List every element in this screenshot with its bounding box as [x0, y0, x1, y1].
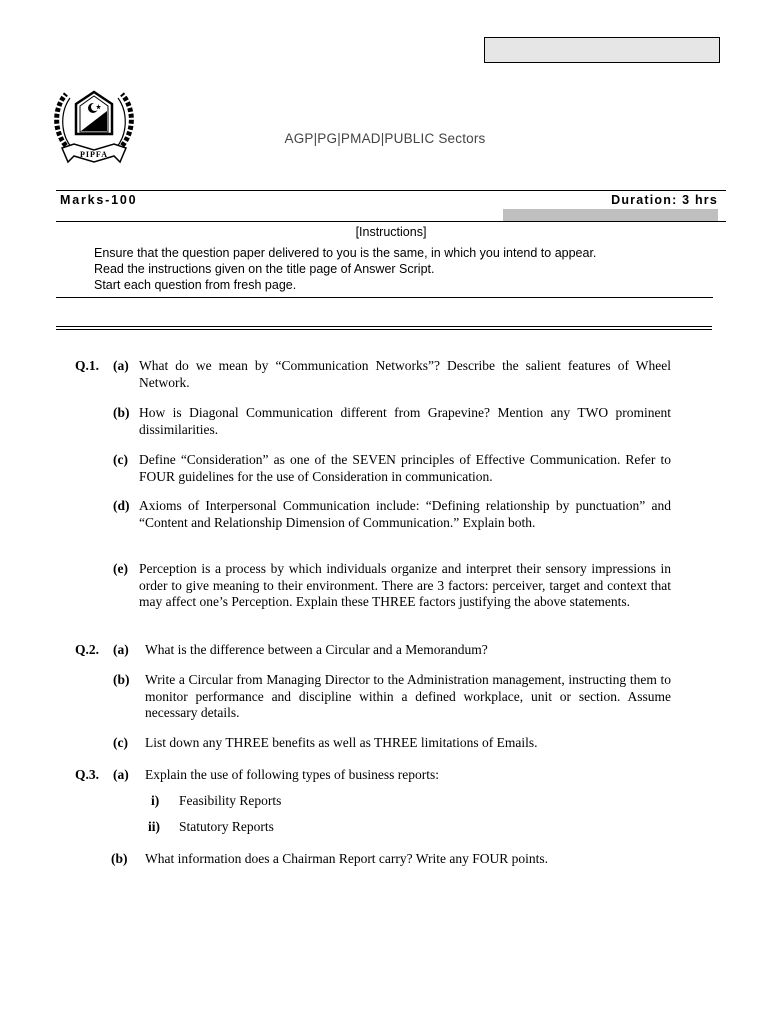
divider-instructions [56, 297, 713, 298]
question-text: How is Diagonal Communication different from Grapevine? Mention any TWO prominent dissimilarities. [139, 405, 671, 437]
question-text: What information does a Chairman Report carry? Write any FOUR points. [145, 851, 548, 866]
subitem-label: ii) [148, 819, 160, 834]
part-label: (a) [113, 642, 129, 657]
part-label: (b) [113, 405, 130, 420]
part-label: (b) [111, 851, 128, 866]
divider-info [56, 221, 726, 222]
part-label: (c) [113, 735, 128, 750]
part-label: (a) [113, 358, 129, 373]
logo-ribbon-text: PIPFA [80, 150, 108, 159]
instructions-title: [Instructions] [355, 225, 427, 239]
question-text: Perception is a process by which individuals organize and interpret their sensory impressions in order to give meaning to their environment. There are 3 factors: perceiver, target and context that may affect one’s Perception. Explain these THREE factors justifying the above statements. [139, 561, 671, 609]
part-label: (b) [113, 672, 130, 687]
subitem-text: Statutory Reports [179, 819, 274, 834]
subitem-label: i) [151, 793, 160, 808]
part-label: (e) [113, 561, 128, 576]
part-label: (a) [113, 767, 129, 782]
duration-label: Duration: 3 hrs [611, 193, 718, 207]
question-number: Q.3. [75, 767, 100, 782]
divider-top [56, 190, 726, 191]
pipfa-logo [48, 78, 140, 170]
instruction-line: Ensure that the question paper delivered to you is the same, in which you intend to appear. [94, 246, 597, 260]
question-text: What is the difference between a Circular and a Memorandum? [145, 642, 488, 657]
question-text: Explain the use of following types of business reports: [145, 767, 439, 782]
instruction-line: Read the instructions given on the title page of Answer Script. [94, 262, 435, 276]
question-text: List down any THREE benefits as well as THREE limitations of Emails. [145, 735, 538, 750]
marks-label: Marks-100 [60, 193, 138, 207]
question-text: Define “Consideration” as one of the SEVEN principles of Effective Communication. Refer to FOUR guidelines for the use of Consideration in communication. [139, 452, 671, 484]
question-number: Q.2. [75, 642, 100, 657]
question-number: Q.1. [75, 358, 100, 373]
part-label: (c) [113, 452, 128, 467]
double-rule-bottom [56, 329, 712, 330]
question-text: Write a Circular from Managing Director to the Administration management, instructing them to monitor performance and discipline within a defined workplace, unit or section. Assume necessary details. [145, 672, 671, 720]
question-text: What do we mean by “Communication Networks”? Describe the salient features of Wheel Network. [139, 358, 671, 390]
roll-number-box [484, 37, 720, 63]
exam-sectors-title: AGP|PG|PMAD|PUBLIC Sectors [284, 131, 486, 146]
subitem-text: Feasibility Reports [179, 793, 282, 808]
instruction-line: Start each question from fresh page. [94, 278, 297, 292]
double-rule-top [56, 326, 712, 327]
part-label: (d) [113, 498, 130, 513]
question-text: Axioms of Interpersonal Communication include: “Defining relationship by punctuation” and “Content and Relationship Dimension of Communication.” Explain both. [139, 498, 671, 530]
shaded-bar [503, 209, 718, 221]
